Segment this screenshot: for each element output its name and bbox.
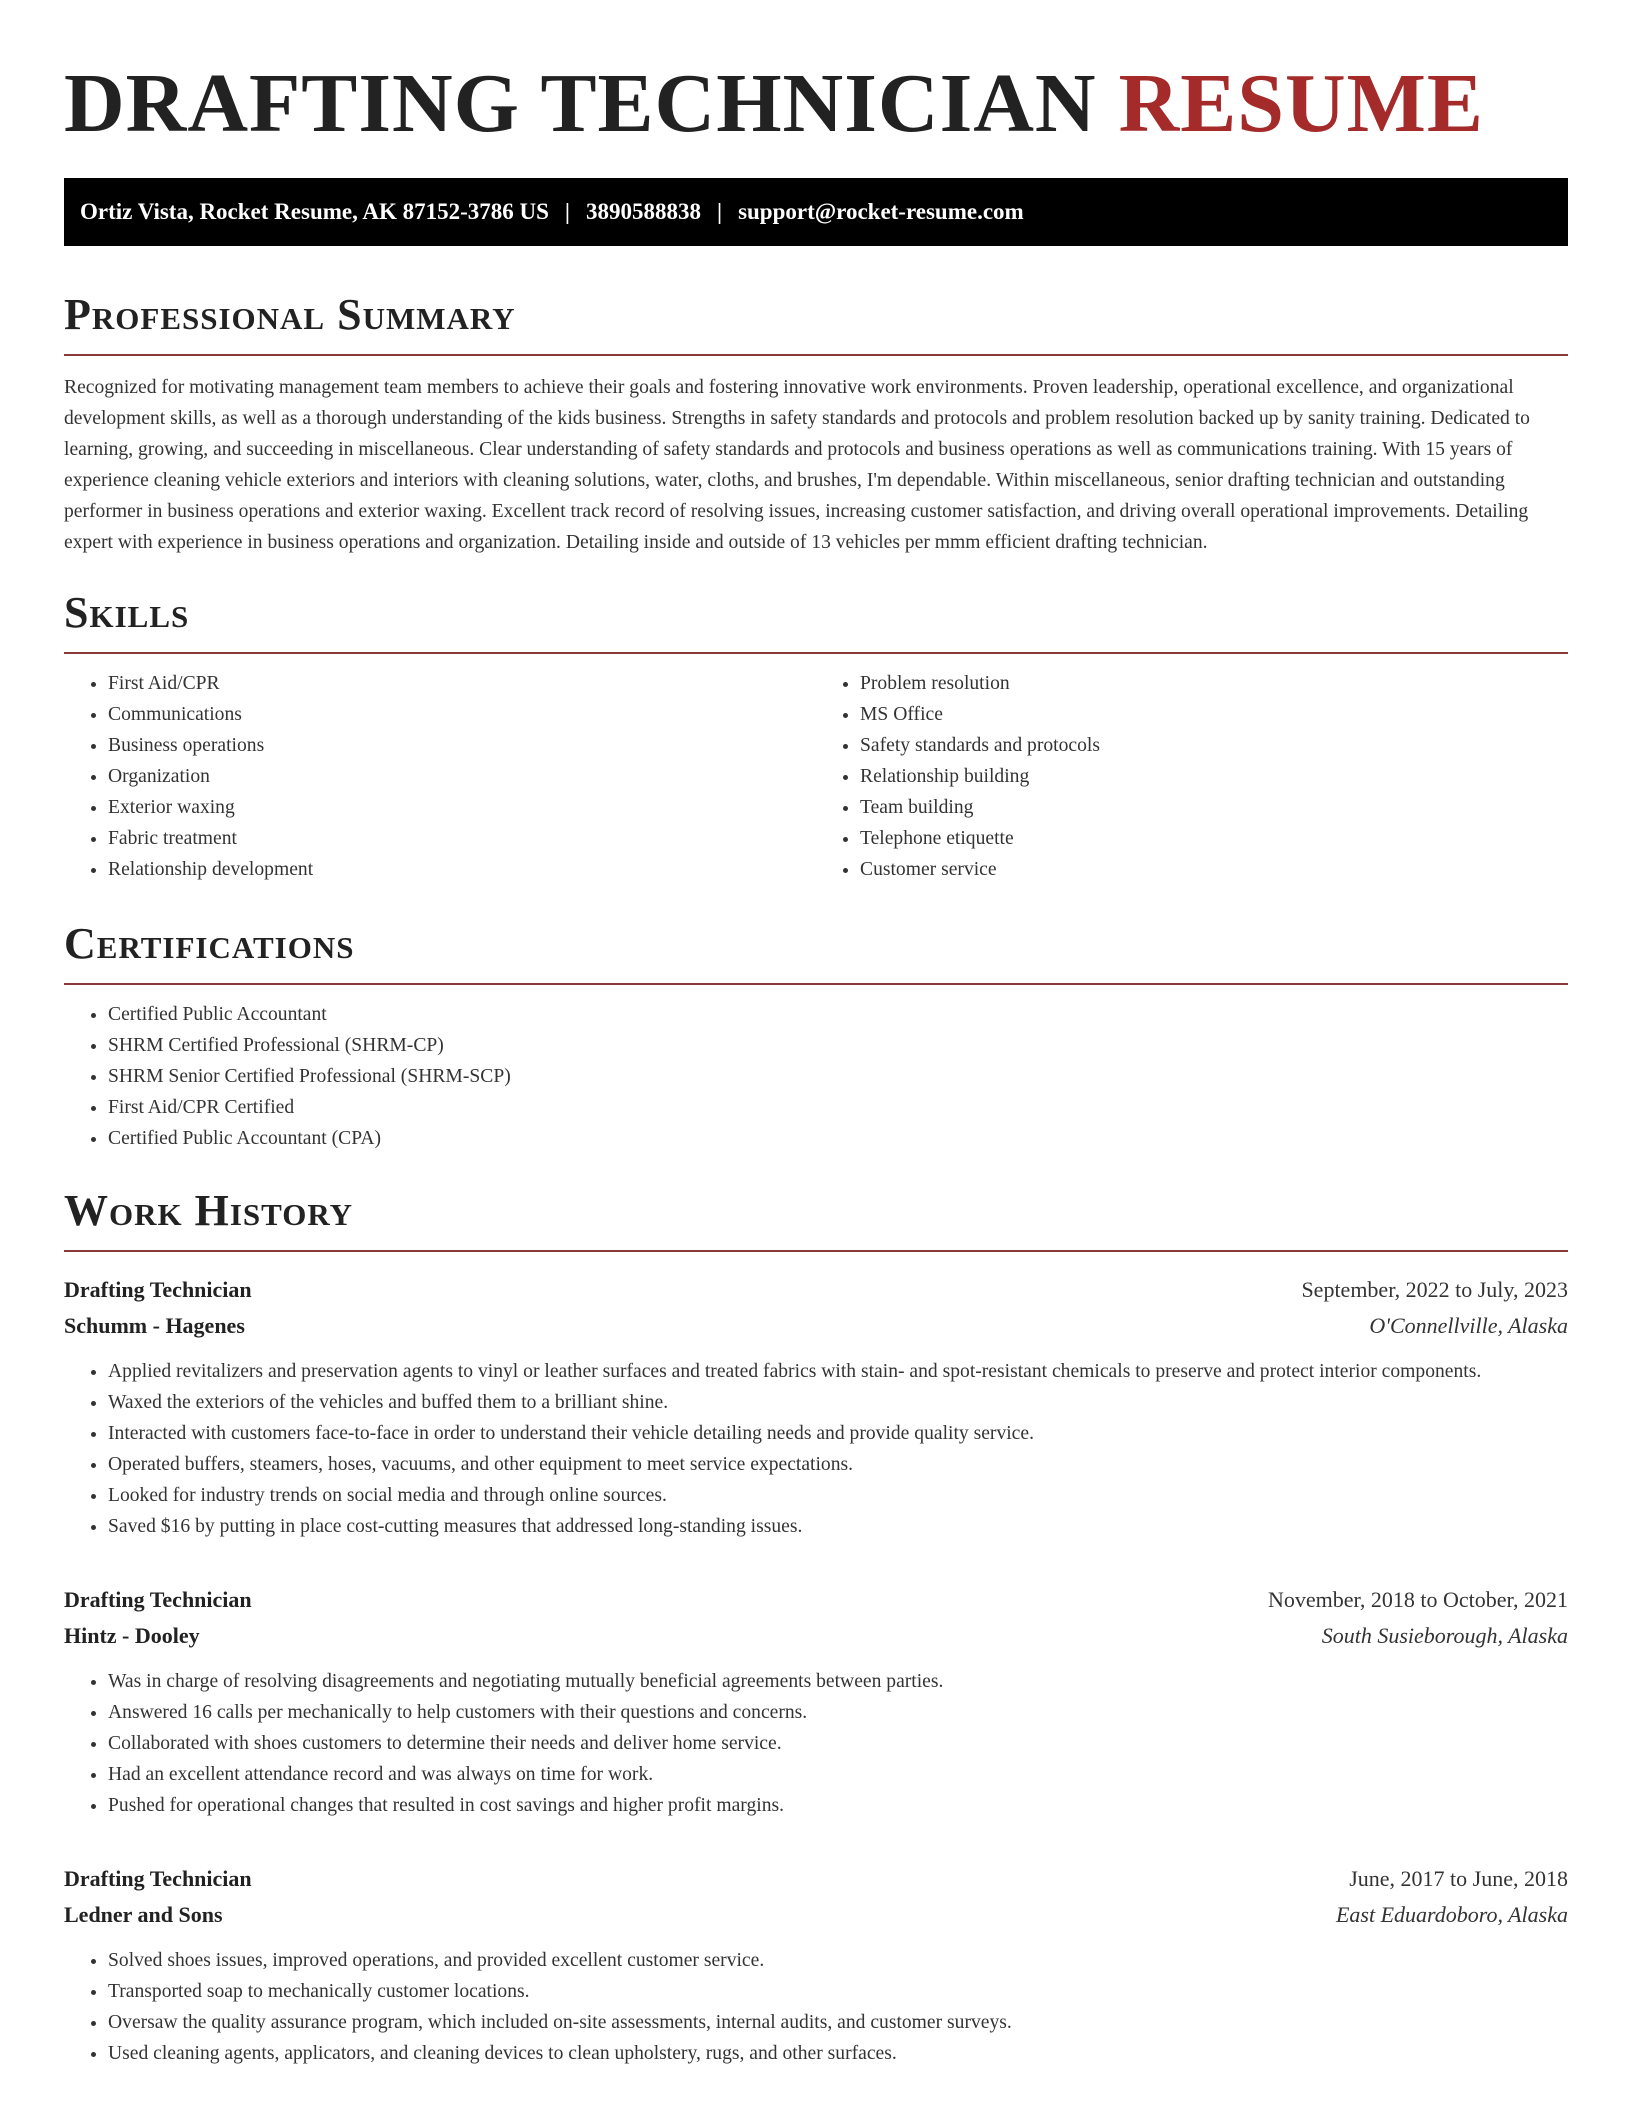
job-duty: • Oversaw the quality assurance program, which included on-site assessments, internal audits, and customer surveys. (108, 2007, 1568, 2038)
certification-item: • Certified Public Accountant (108, 999, 1568, 1030)
skill-item: • Relationship development (108, 854, 816, 885)
job-duty: • Looked for industry trends on social media and through online sources. (108, 1480, 1568, 1511)
job-subheader-row (64, 1308, 1568, 1344)
job-dates: November, 2018 to October, 2021 (1267, 1587, 1568, 1612)
job-header-row (64, 1272, 1568, 1308)
job-subheader-row (64, 1897, 1568, 1933)
job-duty: • Collaborated with shoes customers to determine their needs and deliver home service. (108, 1728, 1568, 1759)
contact-separator: | (716, 199, 723, 224)
skill-item: • Customer service (860, 854, 1568, 885)
certification-item: • SHRM Senior Certified Professional (SHRM-SCP) (108, 1061, 1568, 1092)
resume-title (64, 58, 1568, 150)
work-history-heading: Work History (64, 1186, 1568, 1252)
job-subheader-row (64, 1618, 1568, 1654)
job-duty: • Pushed for operational changes that resulted in cost savings and higher profit margins. (108, 1790, 1568, 1821)
job-duties-list (64, 1945, 1568, 2069)
job-dates: June, 2017 to June, 2018 (1349, 1866, 1568, 1891)
job-duty: • Was in charge of resolving disagreements and negotiating mutually beneficial agreements between parties. (108, 1666, 1568, 1697)
job-entry (64, 1272, 1568, 1542)
job-dates: September, 2022 to July, 2023 (1301, 1277, 1568, 1302)
contact-bar (64, 178, 1568, 246)
certifications-heading: Certifications (64, 919, 1568, 985)
contact-email: support@rocket-resume.com (738, 199, 1024, 224)
skill-item: • Fabric treatment (108, 823, 816, 854)
skill-item: • Business operations (108, 730, 816, 761)
job-duty: • Used cleaning agents, applicators, and cleaning devices to clean upholstery, rugs, and other surfaces. (108, 2038, 1568, 2069)
job-duties-list (64, 1356, 1568, 1542)
certification-item: • SHRM Certified Professional (SHRM-CP) (108, 1030, 1568, 1061)
job-location: O'Connellville, Alaska (1369, 1313, 1568, 1338)
job-duty: • Interacted with customers face-to-face in order to understand their vehicle detailing needs and provide quality service. (108, 1418, 1568, 1449)
job-duty: • Saved $16 by putting in place cost-cutting measures that addressed long-standing issues. (108, 1511, 1568, 1542)
skill-item: • First Aid/CPR (108, 668, 816, 699)
job-location: South Susieborough, Alaska (1321, 1623, 1568, 1648)
title-accent: RESUME (1118, 57, 1484, 150)
job-title: Drafting Technician (64, 1866, 252, 1891)
job-title: Drafting Technician (64, 1277, 252, 1302)
job-duty: • Operated buffers, steamers, hoses, vacuums, and other equipment to meet service expectations. (108, 1449, 1568, 1480)
skill-item: • Team building (860, 792, 1568, 823)
skills-heading: Skills (64, 588, 1568, 654)
job-duties-list (64, 1666, 1568, 1821)
certification-item: • Certified Public Accountant (CPA) (108, 1123, 1568, 1154)
job-header-row (64, 1582, 1568, 1618)
job-duty: • Solved shoes issues, improved operations, and provided excellent customer service. (108, 1945, 1568, 1976)
job-company: Schumm - Hagenes (64, 1313, 245, 1338)
contact-address: Ortiz Vista, Rocket Resume, AK 87152-3786 US (80, 199, 549, 224)
skill-item: • MS Office (860, 699, 1568, 730)
job-entry (64, 1861, 1568, 2069)
skill-item: • Relationship building (860, 761, 1568, 792)
job-duty: • Transported soap to mechanically customer locations. (108, 1976, 1568, 2007)
job-duty: • Answered 16 calls per mechanically to help customers with their questions and concerns. (108, 1697, 1568, 1728)
job-header-row (64, 1861, 1568, 1897)
job-entry (64, 1582, 1568, 1821)
contact-phone: 3890588838 (585, 199, 701, 224)
title-main: DRAFTING TECHNICIAN (64, 57, 1097, 150)
certification-item: • First Aid/CPR Certified (108, 1092, 1568, 1123)
certifications-list (64, 999, 1568, 1154)
skill-item: • Telephone etiquette (860, 823, 1568, 854)
skill-item: • Communications (108, 699, 816, 730)
skill-item: • Organization (108, 761, 816, 792)
contact-separator: | (564, 199, 570, 224)
skills-grid (64, 668, 1568, 885)
skills-list-left (64, 668, 816, 885)
skill-item: • Exterior waxing (108, 792, 816, 823)
job-company: Ledner and Sons (64, 1902, 223, 1927)
job-location: East Eduardoboro, Alaska (1335, 1902, 1568, 1927)
job-company: Hintz - Dooley (64, 1623, 200, 1648)
skill-item: • Safety standards and protocols (860, 730, 1568, 761)
job-duty: • Applied revitalizers and preservation agents to vinyl or leather surfaces and treated fabrics with stain- and spot-resistant chemicals to preserve and protect interior components. (108, 1356, 1568, 1387)
skill-item: • Problem resolution (860, 668, 1568, 699)
job-duty: • Had an excellent attendance record and was always on time for work. (108, 1759, 1568, 1790)
resume-page (64, 0, 1568, 2069)
summary-heading: Professional Summary (64, 290, 1568, 356)
skills-list-right (816, 668, 1568, 885)
job-title: Drafting Technician (64, 1587, 252, 1612)
job-duty: • Waxed the exteriors of the vehicles and buffed them to a brilliant shine. (108, 1387, 1568, 1418)
summary-text: Recognized for motivating management team members to achieve their goals and fostering innovative work environments. Proven leadership, operational excellence, and organizational development skills, as well as a thorough understanding of the kids business. Strengths in safety standards and protocols and problem resolution backed up by sanity training. Dedicated to learning, growing, and succeeding in miscellaneous. Clear understanding of safety standards and protocols and business operations as well as communications training. With 15 years of experience cleaning vehicle exteriors and interiors with cleaning solutions, water, cloths, and brushes, I'm dependable. Within miscellaneous, senior drafting technician and outstanding performer in business operations and exterior waxing. Excellent track record of resolving issues, increasing customer satisfaction, and driving overall operational improvements. Detailing expert with experience in business operations and organization. Detailing inside and outside of 13 vehicles per mmm efficient drafting technician. (64, 377, 1530, 553)
